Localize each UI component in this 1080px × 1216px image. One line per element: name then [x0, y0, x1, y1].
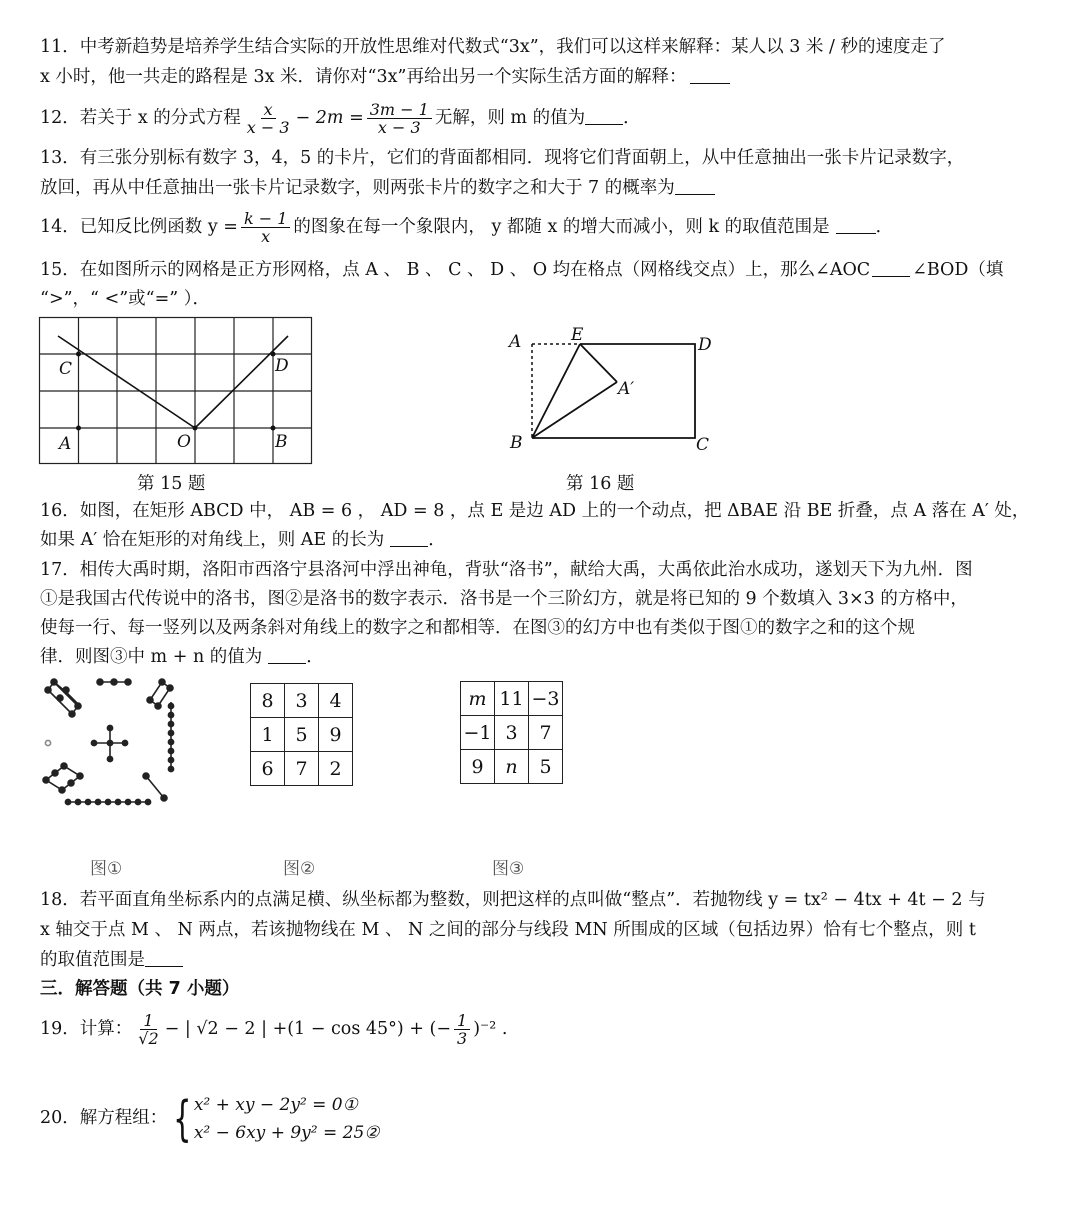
- q12-answer-blank[interactable]: [585, 106, 623, 125]
- luoshu-group-5: [91, 725, 127, 761]
- q12-frac2-den: x − 3: [377, 118, 421, 137]
- square2-row: [251, 752, 353, 786]
- square2-cell: 6: [251, 752, 285, 786]
- q12-frac1-den: x − 3: [246, 118, 290, 137]
- q12-mid: − 2m =: [295, 108, 364, 128]
- q15-answer-blank[interactable]: [872, 258, 910, 277]
- q11-line1: 11．中考新趋势是培养学生结合实际的开放性思维对代数式“3x”，我们可以这样来解释：某人以 3 米 / 秒的速度走了: [40, 37, 946, 57]
- fig16-label-d: D: [698, 335, 712, 355]
- q13-answer-blank[interactable]: [675, 176, 715, 195]
- q14-answer-blank[interactable]: [836, 215, 876, 234]
- q17-end: ．: [306, 647, 324, 667]
- square3-cell: 9: [461, 750, 495, 784]
- q16-line1: 16．如图，在矩形 ABCD 中， AB = 6 ， AD = 8 ，点 E 是边 AD 上的一个动点，把 ΔBAE 沿 BE 折叠，点 A 落在 A′ 处，: [40, 501, 1030, 521]
- q17-line2: ①是我国古代传说中的洛书，图②是洛书的数字表示．洛书是一个三阶幻方，就是将已知的 9 个数填入 3×3 的方格中，: [40, 589, 968, 609]
- q14-frac-den: x: [261, 227, 271, 246]
- q15-line1: [40, 258, 1003, 282]
- q11-line2-text: x 小时，他一共走的路程是 3x 米．请你对“3x”再给出另一个实际生活方面的解释：: [40, 67, 687, 87]
- q12-line: [40, 96, 641, 140]
- square3-cell: −3: [529, 682, 563, 716]
- q19-fraction-1: [135, 1012, 161, 1047]
- q13-line1: 13．有三张分别标有数字 3，4，5 的卡片，它们的背面都相同．现将它们背面朝上，从中任意抽出一张卡片记录数字，: [40, 148, 965, 168]
- q12-end: ．: [623, 108, 641, 128]
- q16-answer-blank[interactable]: [390, 528, 428, 547]
- q19-exponent: )⁻² .: [473, 1019, 508, 1039]
- q20-line: [40, 1090, 380, 1147]
- q12-prefix: 12．若关于 x 的分式方程: [40, 108, 241, 128]
- square2-cell: 4: [319, 684, 353, 718]
- square3-cell: −1: [461, 716, 495, 750]
- square2-cell: 9: [319, 718, 353, 752]
- fig16-segment-be: [532, 344, 580, 438]
- fig15-label-o: O: [177, 432, 191, 452]
- fig15-point-a: [76, 426, 81, 431]
- fig17-magic-square-3: [460, 681, 563, 784]
- fig17-magic-square-2: [250, 683, 353, 786]
- q12-fraction-1: [244, 101, 293, 136]
- square3-cell: 11: [495, 682, 529, 716]
- fig16-label-a-prime: A′: [618, 379, 635, 399]
- q14-frac-num: k − 1: [241, 210, 290, 228]
- square3-row: [461, 682, 563, 716]
- q14-fraction: [241, 210, 290, 245]
- fig16-rectangle-figure: [505, 324, 730, 459]
- fig15-ray-od: [195, 336, 288, 428]
- luoshu-group-4: [45, 679, 81, 717]
- q19-line: [40, 1005, 507, 1053]
- square2-cell: 3: [285, 684, 319, 718]
- q18-line1: 18．若平面直角坐标系内的点满足横、纵坐标都为整数，则把这样的点叫做“整点”．若抛物线 y = tx² − 4tx + 4t − 2 与: [40, 890, 986, 910]
- q17-line4-text: 律．则图③中 m + n 的值为: [40, 647, 263, 667]
- q19-frac2-den: 3: [457, 1029, 468, 1048]
- q16-end: ．: [428, 530, 446, 550]
- q18-line3-text: 的取值范围是: [40, 950, 145, 970]
- q20-equation-system: [167, 1091, 379, 1147]
- fig16-label-c: C: [696, 435, 710, 455]
- luoshu-group-3: [45, 740, 50, 745]
- fig15-caption: 第 15 题: [137, 474, 206, 494]
- q14-prefix: 14．已知反比例函数 y =: [40, 217, 238, 237]
- q17-answer-blank[interactable]: [268, 645, 306, 664]
- square2-cell: 8: [251, 684, 285, 718]
- square2-row: [251, 718, 353, 752]
- fig16-label-e: E: [571, 325, 584, 345]
- luoshu-group-7: [168, 702, 173, 772]
- q18-line2: x 轴交于点 M 、 N 两点，若该抛物线在 M 、 N 之间的部分与线段 MN 所围成的区域（包括边界）恰有七个整点，则 t: [40, 920, 976, 940]
- fig15-point-c: [76, 352, 81, 357]
- fig16-caption: 第 16 题: [566, 474, 635, 494]
- fig16-label-a: A: [509, 332, 522, 352]
- fig17-caption-3: 图③: [492, 859, 525, 879]
- fig15-label-a: A: [59, 434, 72, 454]
- q15-line2: “>”，“ <”或“=” ）．: [40, 289, 211, 309]
- q19-fraction-2: [454, 1012, 470, 1047]
- square3-cell: 5: [529, 750, 563, 784]
- q18-line3: [40, 948, 183, 972]
- fig15-label-c: C: [59, 359, 73, 379]
- q18-answer-blank[interactable]: [145, 948, 183, 967]
- q12-frac2-num: 3m − 1: [367, 101, 432, 119]
- q19-expression: − | √2 − 2 | +(1 − cos 45°) + (−: [164, 1019, 451, 1039]
- fig15-grid-figure: [38, 316, 314, 466]
- q20-brace: {: [173, 1090, 192, 1147]
- q12-fraction-2: [367, 101, 432, 136]
- q14-line: [40, 205, 893, 249]
- fig15-point-o: [193, 426, 198, 431]
- luoshu-group-9: [97, 679, 131, 685]
- luoshu-group-1: [65, 799, 150, 804]
- square2-cell: 2: [319, 752, 353, 786]
- fig15-point-b: [271, 426, 276, 431]
- q20-equation-2: x² − 6xy + 9y² = 25②: [193, 1122, 380, 1143]
- q16-line2: [40, 528, 446, 552]
- q13-line2: [40, 176, 715, 200]
- fig15-label-d: D: [275, 356, 289, 376]
- q15-line1-a: 15．在如图所示的网格是正方形网格，点 A 、 B 、 C 、 D 、 O 均在格点（网格线交点）上，那么∠AOC: [40, 260, 871, 280]
- q19-frac2-num: 1: [454, 1012, 470, 1030]
- square3-cell: n: [495, 750, 529, 784]
- square3-row: [461, 750, 563, 784]
- square2-cell: 1: [251, 718, 285, 752]
- fig15-grid-lines: [40, 318, 312, 464]
- fig17-caption-2: 图②: [283, 859, 316, 879]
- q17-line1: 17．相传大禹时期，洛阳市西洛宁县洛河中浮出神龟，背驮“洛书”，献给大禹，大禹依此治水成功，遂划天下为九州．图: [40, 560, 973, 580]
- fig17-caption-1: 图①: [90, 859, 123, 879]
- q20-prefix: 20．解方程组：: [40, 1108, 168, 1128]
- q20-equation-1: x² + xy − 2y² = 0①: [193, 1094, 358, 1115]
- q14-suffix: 的图象在每一个象限内， y 都随 x 的增大而减小，则 k 的取值范围是: [293, 217, 830, 237]
- fig15-label-b: B: [275, 432, 288, 452]
- fig16-segment-a1b: [532, 382, 617, 438]
- q15-line1-b: ∠BOD（填: [912, 260, 1004, 280]
- q19-prefix: 19．计算：: [40, 1019, 133, 1039]
- square3-cell: 7: [529, 716, 563, 750]
- square2-cell: 7: [285, 752, 319, 786]
- q17-line3: 使每一行、每一竖列以及两条斜对角线上的数字之和都相等．在图③的幻方中也有类似于图①的数字之和的这个规: [40, 618, 915, 638]
- q19-frac1-den: √2: [138, 1029, 159, 1048]
- square3-cell: 3: [495, 716, 529, 750]
- luoshu-group-6: [43, 763, 83, 793]
- q12-frac1-num: x: [261, 101, 276, 119]
- section3-title: 三．解答题（共 7 小题）: [40, 979, 240, 999]
- q11-line2: [40, 65, 730, 89]
- square2-cell: 5: [285, 718, 319, 752]
- q16-line2-text: 如果 A′ 恰在矩形的对角线上，则 AE 的长为: [40, 530, 385, 550]
- q13-line2-text: 放回，再从中任意抽出一张卡片记录数字，则两张卡片的数字之和大于 7 的概率为: [40, 178, 675, 198]
- square2-row: [251, 684, 353, 718]
- fig16-segment-ea1: [580, 344, 617, 382]
- square3-row: [461, 716, 563, 750]
- q12-suffix: 无解，则 m 的值为: [434, 108, 586, 128]
- q14-end: ．: [875, 217, 894, 237]
- q11-answer-blank[interactable]: [690, 65, 730, 84]
- q17-line4: [40, 645, 324, 669]
- fig16-label-b: B: [510, 433, 523, 453]
- square3-cell: m: [461, 682, 495, 716]
- q19-frac1-num: 1: [140, 1012, 156, 1030]
- fig17-luoshu-dots: [38, 672, 188, 817]
- luoshu-group-8: [143, 773, 167, 801]
